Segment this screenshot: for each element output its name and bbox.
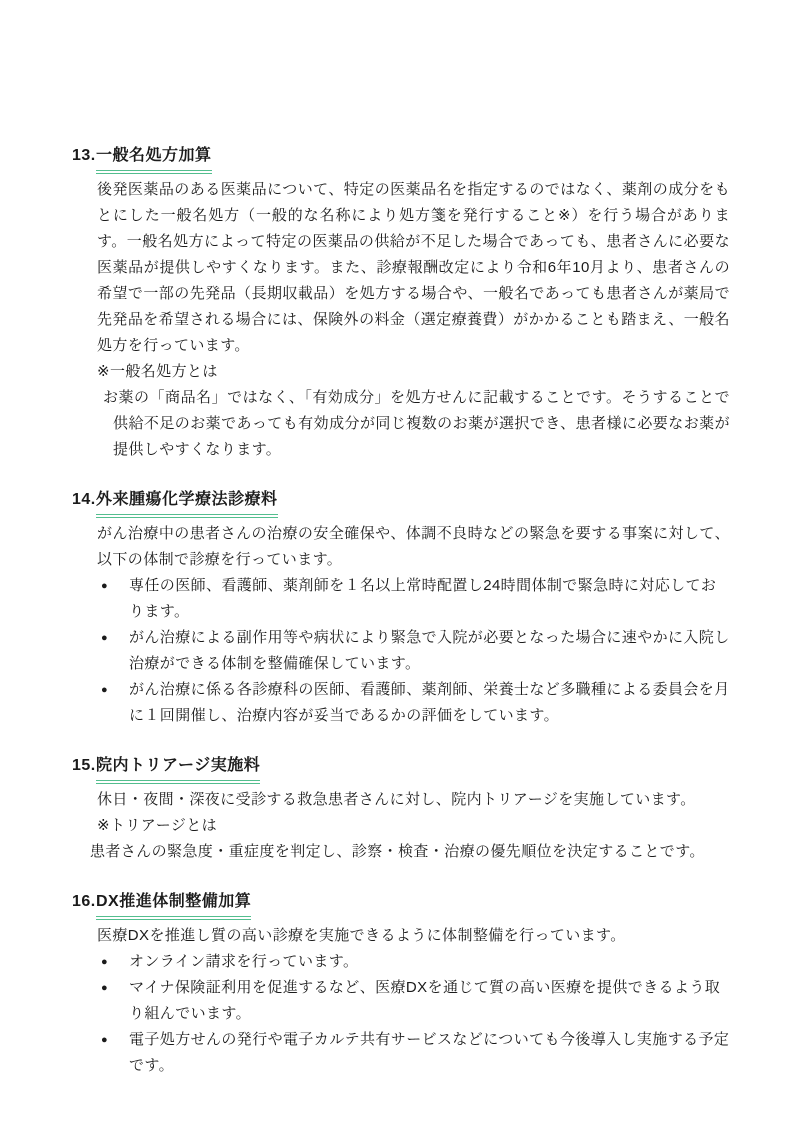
bullet-icon: ● <box>101 956 108 968</box>
note-body: 患者さんの緊急度・重症度を判定し、診察・検査・治療の優先順位を決定することです。 <box>90 843 705 860</box>
section-in-hospital-triage <box>72 753 730 865</box>
section-paragraph: がん治療中の患者さんの治療の安全確保や、体調不良時などの緊急を要する事案に対して、以下の体制で診療を行っています。 <box>97 525 730 568</box>
bullet-icon: ● <box>101 1034 108 1046</box>
section-title: DX推進体制整備加算 <box>96 889 251 920</box>
section-heading <box>72 143 730 174</box>
section-outpatient-oncology-chemotherapy <box>72 487 730 729</box>
section-heading <box>72 889 730 920</box>
section-number: 15. <box>72 757 96 774</box>
bullet-item <box>72 949 730 975</box>
bullet-item <box>72 625 730 677</box>
bullet-icon: ● <box>101 580 108 592</box>
section-paragraph: 医療DXを推進し質の高い診療を実施できるように体制整備を行っています。 <box>97 927 626 944</box>
section-title: 一般名処方加算 <box>96 143 212 174</box>
section-heading <box>72 487 730 518</box>
section-number: 16. <box>72 893 96 910</box>
note-label: ※トリアージとは <box>97 817 218 834</box>
bullet-text: オンライン請求を行っています。 <box>129 953 359 970</box>
section-title: 外来腫瘍化学療法診療料 <box>96 487 278 518</box>
bullet-icon: ● <box>101 632 108 644</box>
bullet-text: 電子処方せんの発行や電子カルテ共有サービスなどについても今後導入し実施する予定です。 <box>129 1031 730 1074</box>
bullet-text: がん治療に係る各診療科の医師、看護師、薬剤師、栄養士など多職種による委員会を月に１回開催し、治療内容が妥当であるかの評価をしています。 <box>129 681 730 724</box>
bullet-item <box>72 975 730 1027</box>
section-heading <box>72 753 730 784</box>
section-paragraph: 休日・夜間・深夜に受診する救急患者さんに対し、院内トリアージを実施しています。 <box>97 791 696 808</box>
section-paragraph: 後発医薬品のある医薬品について、特定の医薬品名を指定するのではなく、薬剤の成分をもとにした一般名処方（一般的な名称により処方箋を発行すること※）を行う場合があります。一般名処方によって特定の医薬品の供給が不足した場合であっても、患者さんに必要な医薬品が提供しやすくなります。また、診療報酬改定により令和6年10月より、患者さんの希望で一部の先発品（長期収載品）を処方する場合や、一般名であっても患者さんが薬局で先発品を希望される場合には、保険外の料金（選定療養費）がかかることも踏まえ、一般名処方を行っています。 <box>97 181 730 354</box>
bullet-list <box>72 949 730 1079</box>
section-number: 13. <box>72 147 96 164</box>
bullet-text: がん治療による副作用等や病状により緊急で入院が必要となった場合に速やかに入院し治療ができる体制を整備確保しています。 <box>129 629 730 672</box>
bullet-text: 専任の医師、看護師、薬剤師を１名以上常時配置し24時間体制で緊急時に対応しております。 <box>129 577 717 620</box>
section-number: 14. <box>72 491 96 508</box>
bullet-item <box>72 677 730 729</box>
document-content <box>72 143 730 1103</box>
section-dx-promotion <box>72 889 730 1079</box>
section-title: 院内トリアージ実施料 <box>96 753 260 784</box>
bullet-list <box>72 573 730 729</box>
bullet-icon: ● <box>101 982 108 994</box>
note-body: お薬の「商品名」ではなく、「有効成分」を処方せんに記載することです。そうすることで供給不足のお薬であっても有効成分が同じ複数のお薬が選択でき、患者様に必要なお薬が提供しやすくなります。 <box>103 389 730 458</box>
section-general-name-prescription <box>72 143 730 463</box>
bullet-item <box>72 573 730 625</box>
bullet-icon: ● <box>101 684 108 696</box>
bullet-text: マイナ保険証利用を促進するなど、医療DXを通じて質の高い医療を提供できるよう取り組んでいます。 <box>129 979 721 1022</box>
note-label: ※一般名処方とは <box>97 363 218 380</box>
bullet-item <box>72 1027 730 1079</box>
